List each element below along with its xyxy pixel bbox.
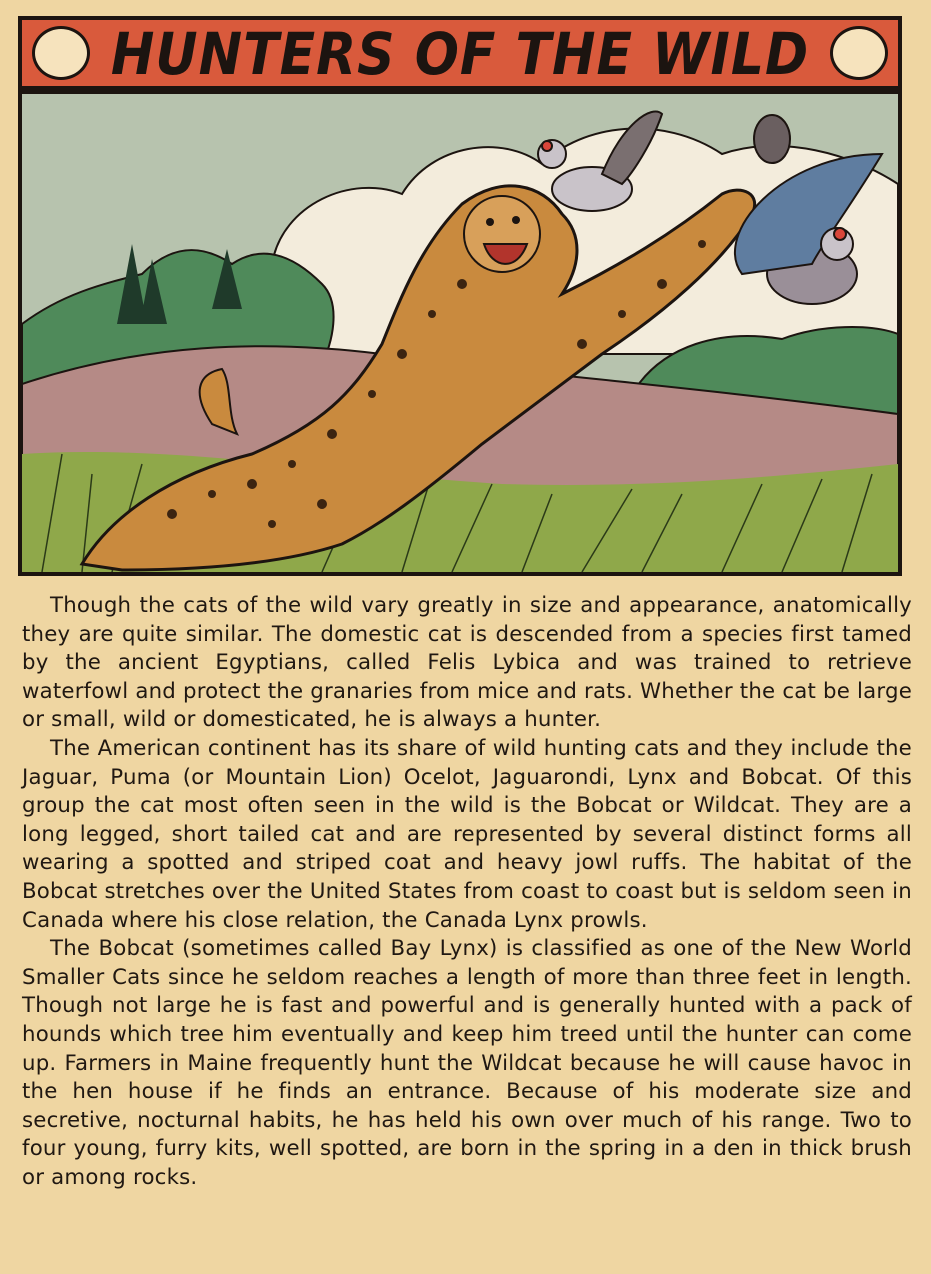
paragraph-3: The Bobcat (sometimes called Bay Lynx) is classified as one of the New World Smaller Cats since he seldom reaches a length of more than three feet in length. Though not large he is fast and powerful and is generally hunted with a pack of hounds which tree him eventually and keep him treed until the hunter can come up. Farmers in Maine frequently hunt the Wildcat because he will cause havoc in the hen house if he finds an entrance. Because of his moderate size and secretive, nocturnal habits, he has held his own over much of his range. Two to four young, furry kits, well spotted, are born in the spring in a den in thick brush or among rocks. bbox=[22, 936, 912, 1190]
page-title: HUNTERS OF THE WILD bbox=[110, 21, 810, 89]
paragraph-1: Though the cats of the wild vary greatly in size and appearance, anatomically they are quite similar. The domestic cat is descended from a species first tamed by the ancient Egyptians, called Felis Lybica and was trained to retrieve waterfowl and protect the granaries from mice and rats. Whether the cat be large or small, wild or domesticated, he is always a hunter. bbox=[22, 593, 912, 733]
paragraph-2: The American continent has its share of wild hunting cats and they include the Jaguar, Puma (or Mountain Lion) Ocelot, Jaguarondi, Lynx and Bobcat. Of this group the cat most often seen in the wild is the Bobcat or Wildcat. They are a long legged, short tailed cat and are represented by several distinct forms all wearing a spotted and striped coat and heavy jowl ruffs. The habitat of the Bobcat stretches over the United States from coast to coast but is seldom seen in Canada where his close relation, the Canada Lynx prowls. bbox=[22, 735, 912, 933]
title-banner bbox=[18, 16, 902, 90]
article-text bbox=[22, 592, 912, 1192]
banner-left-circle bbox=[32, 26, 90, 80]
illustration-panel bbox=[18, 90, 902, 576]
banner-right-circle bbox=[830, 26, 888, 80]
bobcat-hunting-quail-illustration bbox=[22, 94, 898, 572]
